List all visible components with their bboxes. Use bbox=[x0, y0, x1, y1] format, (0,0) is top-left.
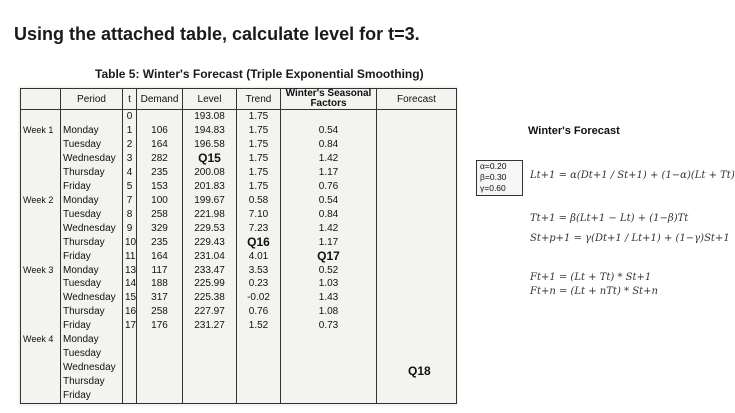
seasonal-formula: St+p+1 = γ(Dt+1 / Lt+1) + (1−γ)St+1 bbox=[530, 233, 730, 244]
header-trend: Trend bbox=[237, 89, 281, 110]
forecast-cell bbox=[377, 166, 457, 180]
table-row bbox=[21, 389, 457, 404]
forecast-cell bbox=[377, 319, 457, 333]
t-cell bbox=[123, 361, 137, 375]
forecast-question-label: Q18 bbox=[408, 364, 431, 378]
demand-cell: 106 bbox=[137, 124, 183, 138]
question-text: Using the attached table, calculate level for t=3. bbox=[14, 24, 420, 44]
table-title: Table 5: Winter's Forecast (Triple Exponential Smoothing) bbox=[95, 67, 424, 81]
period-cell: Tuesday bbox=[61, 347, 123, 361]
demand-cell: 164 bbox=[137, 138, 183, 152]
level-formula: Lt+1 = α(Dt+1 / St+1) + (1−α)(Lt + Tt) bbox=[530, 170, 735, 181]
table-row bbox=[21, 249, 457, 263]
week-cell bbox=[21, 208, 61, 222]
table-row bbox=[21, 263, 457, 277]
seasonal-cell: 0.84 bbox=[281, 208, 377, 222]
beta-value: β=0.30 bbox=[480, 172, 507, 182]
t-cell: 17 bbox=[123, 319, 137, 333]
period-cell: Friday bbox=[61, 249, 123, 263]
header-seasonal-line1: Winter's Seasonal bbox=[285, 88, 372, 99]
seasonal-cell: 1.17 bbox=[281, 166, 377, 180]
trend-cell: 1.75 bbox=[237, 180, 281, 194]
demand-cell: 117 bbox=[137, 263, 183, 277]
seasonal-cell: Q17 bbox=[281, 249, 377, 263]
trend-cell: 0.58 bbox=[237, 194, 281, 208]
forecast-cell bbox=[377, 124, 457, 138]
forecast-cell bbox=[377, 347, 457, 361]
week-cell bbox=[21, 277, 61, 291]
header-level: Level bbox=[183, 89, 237, 110]
week-cell bbox=[21, 347, 61, 361]
level-cell: 229.43 bbox=[183, 236, 237, 250]
t-cell: 5 bbox=[123, 180, 137, 194]
seasonal-cell: 0.84 bbox=[281, 138, 377, 152]
forecast-cell bbox=[377, 263, 457, 277]
forecast-cell bbox=[377, 333, 457, 347]
trend-cell: 1.52 bbox=[237, 319, 281, 333]
demand-cell bbox=[137, 110, 183, 125]
period-cell: Monday bbox=[61, 263, 123, 277]
demand-cell: 235 bbox=[137, 166, 183, 180]
t-cell: 13 bbox=[123, 263, 137, 277]
level-cell bbox=[183, 347, 237, 361]
trend-cell bbox=[237, 361, 281, 375]
header-demand: Demand bbox=[137, 89, 183, 110]
trend-cell: 1.75 bbox=[237, 152, 281, 166]
header-t: t bbox=[123, 89, 137, 110]
week-cell bbox=[21, 152, 61, 166]
parameters-box bbox=[476, 160, 523, 196]
week-cell bbox=[21, 249, 61, 263]
level-cell: 199.67 bbox=[183, 194, 237, 208]
table-row bbox=[21, 361, 457, 375]
t-cell: 8 bbox=[123, 208, 137, 222]
level-cell: Q15 bbox=[183, 152, 237, 166]
trend-cell bbox=[237, 333, 281, 347]
demand-cell: 100 bbox=[137, 194, 183, 208]
table-row bbox=[21, 166, 457, 180]
seasonal-cell: 1.08 bbox=[281, 305, 377, 319]
seasonal-cell: 0.54 bbox=[281, 124, 377, 138]
trend-cell bbox=[237, 389, 281, 404]
forecast-cell bbox=[377, 138, 457, 152]
level-cell: 200.08 bbox=[183, 166, 237, 180]
seasonal-cell bbox=[281, 347, 377, 361]
trend-cell: Q16 bbox=[237, 236, 281, 250]
week-cell bbox=[21, 180, 61, 194]
level-cell: 225.99 bbox=[183, 277, 237, 291]
trend-cell: 1.75 bbox=[237, 124, 281, 138]
trend-cell: 0.23 bbox=[237, 277, 281, 291]
trend-cell: 3.53 bbox=[237, 263, 281, 277]
demand-cell bbox=[137, 361, 183, 375]
week-cell bbox=[21, 389, 61, 404]
seasonal-cell: 1.17 bbox=[281, 236, 377, 250]
week-cell: Week 3 bbox=[21, 263, 61, 277]
level-cell: 227.97 bbox=[183, 305, 237, 319]
level-cell: 221.98 bbox=[183, 208, 237, 222]
forecast-cell bbox=[377, 208, 457, 222]
period-cell: Monday bbox=[61, 194, 123, 208]
seasonal-cell: 0.52 bbox=[281, 263, 377, 277]
seasonal-cell: 1.03 bbox=[281, 277, 377, 291]
level-cell: 231.27 bbox=[183, 319, 237, 333]
demand-cell: 235 bbox=[137, 236, 183, 250]
table-row bbox=[21, 152, 457, 166]
forecast-cell bbox=[377, 110, 457, 125]
forecast-cell bbox=[377, 291, 457, 305]
level-cell: 229.53 bbox=[183, 222, 237, 236]
level-cell: 194.83 bbox=[183, 124, 237, 138]
t-cell: 7 bbox=[123, 194, 137, 208]
week-cell bbox=[21, 361, 61, 375]
demand-cell: 329 bbox=[137, 222, 183, 236]
period-cell: Friday bbox=[61, 319, 123, 333]
forecast-n-formula: Ft+n = (Lt + nTt) * St+n bbox=[530, 286, 658, 297]
level-cell: 231.04 bbox=[183, 249, 237, 263]
level-cell: 233.47 bbox=[183, 263, 237, 277]
week-cell bbox=[21, 291, 61, 305]
period-cell: Tuesday bbox=[61, 138, 123, 152]
period-cell: Friday bbox=[61, 180, 123, 194]
table-row bbox=[21, 305, 457, 319]
table-row bbox=[21, 208, 457, 222]
period-cell: Wednesday bbox=[61, 152, 123, 166]
table-row bbox=[21, 333, 457, 347]
demand-cell: 176 bbox=[137, 319, 183, 333]
t-cell: 16 bbox=[123, 305, 137, 319]
t-cell: 14 bbox=[123, 277, 137, 291]
level-cell bbox=[183, 375, 237, 389]
period-cell: Tuesday bbox=[61, 208, 123, 222]
trend-cell bbox=[237, 347, 281, 361]
seasonal-cell bbox=[281, 333, 377, 347]
demand-cell bbox=[137, 389, 183, 404]
trend-cell bbox=[237, 375, 281, 389]
trend-cell: 1.75 bbox=[237, 138, 281, 152]
week-cell: Week 2 bbox=[21, 194, 61, 208]
trend-cell: 1.75 bbox=[237, 166, 281, 180]
week-cell bbox=[21, 375, 61, 389]
trend-cell: 7.10 bbox=[237, 208, 281, 222]
table-row bbox=[21, 180, 457, 194]
table-row bbox=[21, 222, 457, 236]
trend-cell: 4.01 bbox=[237, 249, 281, 263]
demand-cell: 258 bbox=[137, 305, 183, 319]
demand-cell: 282 bbox=[137, 152, 183, 166]
t-cell: 15 bbox=[123, 291, 137, 305]
level-cell: 196.58 bbox=[183, 138, 237, 152]
t-cell bbox=[123, 389, 137, 404]
demand-cell: 258 bbox=[137, 208, 183, 222]
t-cell: 0 bbox=[123, 110, 137, 125]
seasonal-cell: 0.54 bbox=[281, 194, 377, 208]
forecast-cell bbox=[377, 194, 457, 208]
header-forecast: Forecast bbox=[377, 89, 457, 110]
table-row bbox=[21, 291, 457, 305]
seasonal-cell: 1.42 bbox=[281, 222, 377, 236]
level-cell: 193.08 bbox=[183, 110, 237, 125]
seasonal-cell bbox=[281, 389, 377, 404]
period-cell: Thursday bbox=[61, 166, 123, 180]
level-cell: 201.83 bbox=[183, 180, 237, 194]
forecast-cell bbox=[377, 277, 457, 291]
week-cell bbox=[21, 166, 61, 180]
t-cell: 1 bbox=[123, 124, 137, 138]
header-seasonal bbox=[281, 89, 377, 110]
table-row bbox=[21, 124, 457, 138]
winters-forecast-table bbox=[20, 88, 457, 404]
demand-cell: 164 bbox=[137, 249, 183, 263]
trend-cell: 1.75 bbox=[237, 110, 281, 125]
seasonal-cell: 1.43 bbox=[281, 291, 377, 305]
forecast-cell bbox=[377, 152, 457, 166]
table-row bbox=[21, 138, 457, 152]
week-cell bbox=[21, 305, 61, 319]
table-row bbox=[21, 375, 457, 389]
alpha-value: α=0.20 bbox=[480, 161, 507, 171]
week-cell bbox=[21, 138, 61, 152]
side-title: Winter's Forecast bbox=[528, 125, 620, 137]
header-period: Period bbox=[61, 89, 123, 110]
seasonal-cell: 0.73 bbox=[281, 319, 377, 333]
period-cell: Tuesday bbox=[61, 277, 123, 291]
t-cell: 10 bbox=[123, 236, 137, 250]
demand-cell: 317 bbox=[137, 291, 183, 305]
t-cell bbox=[123, 347, 137, 361]
period-cell: Wednesday bbox=[61, 361, 123, 375]
seasonal-cell bbox=[281, 375, 377, 389]
t-cell: 4 bbox=[123, 166, 137, 180]
forecast-one-formula: Ft+1 = (Lt + Tt) * St+1 bbox=[530, 272, 652, 283]
table-row bbox=[21, 194, 457, 208]
period-cell bbox=[61, 110, 123, 125]
trend-cell: 0.76 bbox=[237, 305, 281, 319]
table-row bbox=[21, 110, 457, 125]
trend-cell: -0.02 bbox=[237, 291, 281, 305]
seasonal-cell: 1.42 bbox=[281, 152, 377, 166]
demand-cell bbox=[137, 347, 183, 361]
trend-cell: 7.23 bbox=[237, 222, 281, 236]
demand-cell: 153 bbox=[137, 180, 183, 194]
forecast-cell bbox=[377, 389, 457, 404]
period-cell: Wednesday bbox=[61, 222, 123, 236]
week-cell bbox=[21, 222, 61, 236]
seasonal-cell bbox=[281, 110, 377, 125]
level-cell bbox=[183, 389, 237, 404]
t-cell bbox=[123, 375, 137, 389]
period-cell: Thursday bbox=[61, 236, 123, 250]
seasonal-cell: 0.76 bbox=[281, 180, 377, 194]
week-cell: Week 4 bbox=[21, 333, 61, 347]
seasonal-cell bbox=[281, 361, 377, 375]
demand-cell: 188 bbox=[137, 277, 183, 291]
level-cell: 225.38 bbox=[183, 291, 237, 305]
period-cell: Monday bbox=[61, 333, 123, 347]
t-cell: 2 bbox=[123, 138, 137, 152]
level-cell bbox=[183, 361, 237, 375]
header-seasonal-line2: Factors bbox=[310, 98, 347, 109]
week-cell bbox=[21, 319, 61, 333]
trend-formula: Tt+1 = β(Lt+1 − Lt) + (1−β)Tt bbox=[530, 213, 689, 224]
forecast-cell bbox=[377, 249, 457, 263]
period-cell: Thursday bbox=[61, 305, 123, 319]
forecast-cell bbox=[377, 236, 457, 250]
forecast-cell bbox=[377, 305, 457, 319]
t-cell: 9 bbox=[123, 222, 137, 236]
table-row bbox=[21, 277, 457, 291]
t-cell bbox=[123, 333, 137, 347]
gamma-value: γ=0.60 bbox=[480, 183, 506, 193]
forecast-cell bbox=[377, 222, 457, 236]
week-cell bbox=[21, 110, 61, 125]
level-cell bbox=[183, 333, 237, 347]
demand-cell bbox=[137, 333, 183, 347]
week-cell: Week 1 bbox=[21, 124, 61, 138]
table-row bbox=[21, 347, 457, 361]
week-cell bbox=[21, 236, 61, 250]
period-cell: Monday bbox=[61, 124, 123, 138]
t-cell: 11 bbox=[123, 249, 137, 263]
period-cell: Thursday bbox=[61, 375, 123, 389]
table-row bbox=[21, 236, 457, 250]
table-row bbox=[21, 319, 457, 333]
forecast-cell bbox=[377, 180, 457, 194]
demand-cell bbox=[137, 375, 183, 389]
header-week bbox=[21, 89, 61, 110]
period-cell: Friday bbox=[61, 389, 123, 404]
period-cell: Wednesday bbox=[61, 291, 123, 305]
t-cell: 3 bbox=[123, 152, 137, 166]
